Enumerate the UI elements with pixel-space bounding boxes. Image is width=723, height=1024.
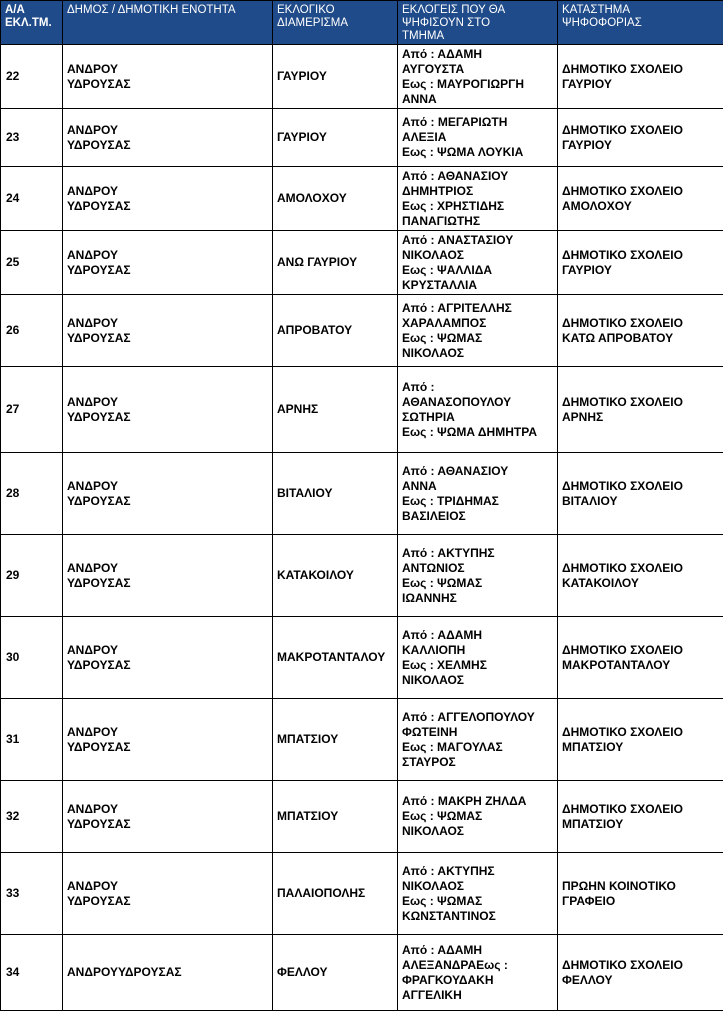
municipality-cell-text: ΑΝΔΡΟΥ ΥΔΡΟΥΣΑΣ (67, 394, 131, 424)
municipality-cell (63, 231, 273, 295)
municipality-cell (63, 109, 273, 167)
municipality-cell-text: ΑΝΔΡΟΥ ΥΔΡΟΥΣΑΣ (67, 183, 131, 213)
row-number (1, 535, 63, 617)
district-cell (273, 367, 398, 453)
district-cell-text: ΑΠΡΟΒΑΤΟΥ (277, 323, 353, 337)
district-cell (273, 853, 398, 935)
polling-station-cell (558, 935, 723, 1011)
row-number (1, 45, 63, 109)
municipality-cell (63, 367, 273, 453)
district-cell (273, 45, 398, 109)
municipality-cell (63, 295, 273, 367)
district-cell (273, 535, 398, 617)
voters-range-cell-text: Από : ΑΘΑΝΑΣΟΠΟΥΛΟΥ ΣΩΤΗΡΙΑ Εως : ΨΩΜΑ ΔΗΜΗΤΡΑ (402, 379, 537, 439)
row-number-text: 25 (6, 255, 20, 269)
polling-station-cell-text: ΔΗΜΟΤΙΚΟ ΣΧΟΛΕΙΟ ΚΑΤΑΚΟΙΛΟΥ (562, 560, 683, 590)
header-dimos: ΔΗΜΟΣ / ΔΗΜΟΤΙΚΗ ΕΝΟΤΗΤΑ (63, 1, 273, 45)
table-row (1, 45, 723, 109)
header-katastima: ΚΑΤΑΣΤΗΜΑ ΨΗΦΟΦΟΡΙΑΣ (558, 1, 723, 45)
polling-station-cell (558, 699, 723, 781)
voters-range-cell-text: Από : ΑΓΓΕΛΟΠΟΥΛΟΥ ΦΩΤΕΙΝΗ Εως : ΜΑΓΟΥΛΑΣ ΣΤΑΥΡΟΣ (402, 709, 535, 769)
row-number-text: 27 (6, 402, 20, 416)
table-row (1, 781, 723, 853)
municipality-cell-text: ΑΝΔΡΟΥ ΥΔΡΟΥΣΑΣ (67, 724, 131, 754)
voters-range-cell (398, 617, 558, 699)
district-cell-text: ΑΝΩ ΓΑΥΡΙΟΥ (277, 255, 358, 269)
district-cell-text: ΠΑΛΑΙΟΠΟΛΗΣ (277, 886, 366, 900)
row-number-text: 30 (6, 650, 20, 664)
table-row (1, 453, 723, 535)
polling-station-cell-text: ΔΗΜΟΤΙΚΟ ΣΧΟΛΕΙΟ ΑΜΟΛΟΧΟΥ (562, 183, 683, 213)
municipality-cell (63, 45, 273, 109)
district-cell-text: ΓΑΥΡΙΟΥ (277, 69, 327, 83)
row-number (1, 935, 63, 1011)
voters-range-cell-text: Από : ΑΓΡΙΤΕΛΛΗΣ ΧΑΡΑΛΑΜΠΟΣ Εως : ΨΩΜΑΣ ΝΙΚΟΛΑΟΣ (402, 300, 512, 360)
voters-range-cell-text: Από : ΑΚΤΥΠΗΣ ΝΙΚΟΛΑΟΣ Εως : ΨΩΜΑΣ ΚΩΝΣΤΑΝΤΙΝΟΣ (402, 863, 496, 923)
row-number (1, 367, 63, 453)
municipality-cell (63, 935, 273, 1011)
row-number (1, 231, 63, 295)
district-cell-text: ΜΠΑΤΣΙΟΥ (277, 732, 339, 746)
header-voters: ΕΚΛΟΓΕΙΣ ΠΟΥ ΘΑ ΨΗΦΙΣΟΥΝ ΣΤΟ ΤΜΗΜΑ (398, 1, 558, 45)
district-cell-text: ΑΡΝΗΣ (277, 402, 319, 416)
voters-range-cell (398, 109, 558, 167)
polling-station-cell-text: ΔΗΜΟΤΙΚΟ ΣΧΟΛΕΙΟ ΓΑΥΡΙΟΥ (562, 247, 683, 277)
polling-station-cell-text: ΔΗΜΟΤΙΚΟ ΣΧΟΛΕΙΟ ΜΑΚΡΟΤΑΝΤΑΛΟΥ (562, 642, 683, 672)
municipality-cell (63, 853, 273, 935)
row-number-text: 28 (6, 486, 20, 500)
row-number-text: 24 (6, 191, 20, 205)
voters-range-cell-text: Από : ΑΘΑΝΑΣΙΟΥ ΑΝΝΑ Εως : ΤΡΙΔΗΜΑΣ ΒΑΣΙΛΕΙΟΣ (402, 463, 509, 523)
municipality-cell (63, 167, 273, 231)
district-cell-text: ΑΜΟΛΟΧΟΥ (277, 191, 347, 205)
voters-range-cell-text: Από : ΜΕΓΑΡΙΩΤΗ ΑΛΕΞΙΑ Εως : ΨΩΜΑ ΛΟΥΚΙΑ (402, 115, 524, 159)
district-cell (273, 935, 398, 1011)
polling-station-cell (558, 231, 723, 295)
polling-station-cell-text: ΔΗΜΟΤΙΚΟ ΣΧΟΛΕΙΟ ΦΕΛΛΟΥ (562, 957, 683, 987)
polling-station-cell (558, 109, 723, 167)
municipality-cell-text: ΑΝΔΡΟΥ ΥΔΡΟΥΣΑΣ (67, 315, 131, 345)
polling-station-cell-text: ΔΗΜΟΤΙΚΟ ΣΧΟΛΕΙΟ ΓΑΥΡΙΟΥ (562, 61, 683, 91)
voters-range-cell (398, 781, 558, 853)
table-row (1, 231, 723, 295)
table-row (1, 109, 723, 167)
table-row (1, 935, 723, 1011)
district-cell-text: ΒΙΤΑΛΙΟΥ (277, 486, 333, 500)
polling-station-cell-text: ΔΗΜΟΤΙΚΟ ΣΧΟΛΕΙΟ ΜΠΑΤΣΙΟΥ (562, 801, 683, 831)
district-cell (273, 109, 398, 167)
row-number (1, 453, 63, 535)
municipality-cell (63, 781, 273, 853)
row-number-text: 26 (6, 323, 20, 337)
municipality-cell-text: ΑΝΔΡΟΥ ΥΔΡΟΥΣΑΣ (67, 801, 131, 831)
table-row (1, 617, 723, 699)
polling-station-cell (558, 167, 723, 231)
municipality-cell (63, 617, 273, 699)
polling-station-cell (558, 45, 723, 109)
row-number (1, 295, 63, 367)
district-cell (273, 781, 398, 853)
district-cell-text: ΚΑΤΑΚΟΙΛΟΥ (277, 568, 354, 582)
voters-range-cell (398, 45, 558, 109)
municipality-cell (63, 535, 273, 617)
voters-range-cell (398, 367, 558, 453)
row-number-text: 22 (6, 69, 20, 83)
voters-range-cell-text: Από : ΜΑΚΡΗ ΖΗΛΔΑ Εως : ΨΩΜΑΣ ΝΙΚΟΛΑΟΣ (402, 794, 527, 838)
row-number-text: 29 (6, 568, 20, 582)
municipality-cell-text: ΑΝΔΡΟΥ ΥΔΡΟΥΣΑΣ (67, 247, 131, 277)
municipality-cell-text: ΑΝΔΡΟΥ ΥΔΡΟΥΣΑΣ (67, 61, 131, 91)
voters-range-cell (398, 453, 558, 535)
voters-range-cell (398, 935, 558, 1011)
district-cell (273, 231, 398, 295)
row-number (1, 167, 63, 231)
district-cell (273, 295, 398, 367)
municipality-cell-text: ΑΝΔΡΟΥΥΔΡΟΥΣΑΣ (67, 965, 182, 979)
polling-station-cell (558, 617, 723, 699)
voters-range-cell-text: Από : ΑΔΑΜΗ ΚΑΛΛΙΟΠΗ Εως : ΧΕΛΜΗΣ ΝΙΚΟΛΑΟΣ (402, 627, 487, 687)
table-row (1, 535, 723, 617)
district-cell (273, 617, 398, 699)
municipality-cell (63, 699, 273, 781)
voters-range-cell (398, 231, 558, 295)
voters-range-cell (398, 699, 558, 781)
table-header-row (1, 1, 723, 45)
district-cell-text: ΦΕΛΛΟΥ (277, 965, 328, 979)
table-row (1, 853, 723, 935)
voters-range-cell (398, 853, 558, 935)
municipality-cell-text: ΑΝΔΡΟΥ ΥΔΡΟΥΣΑΣ (67, 878, 131, 908)
polling-station-cell (558, 453, 723, 535)
voters-range-cell-text: Από : ΑΚΤΥΠΗΣ ΑΝΤΩΝΙΟΣ Εως : ΨΩΜΑΣ ΙΩΑΝΝΗΣ (402, 545, 495, 605)
polling-station-cell (558, 367, 723, 453)
row-number (1, 617, 63, 699)
polling-station-cell-text: ΔΗΜΟΤΙΚΟ ΣΧΟΛΕΙΟ ΒΙΤΑΛΙΟΥ (562, 478, 683, 508)
voters-range-cell (398, 295, 558, 367)
row-number-text: 34 (6, 965, 20, 979)
municipality-cell-text: ΑΝΔΡΟΥ ΥΔΡΟΥΣΑΣ (67, 560, 131, 590)
voters-range-cell (398, 535, 558, 617)
polling-station-cell-text: ΔΗΜΟΤΙΚΟ ΣΧΟΛΕΙΟ ΜΠΑΤΣΙΟΥ (562, 724, 683, 754)
district-cell (273, 453, 398, 535)
row-number (1, 781, 63, 853)
table-row (1, 699, 723, 781)
district-cell (273, 167, 398, 231)
district-cell-text: ΜΑΚΡΟΤΑΝΤΑΛΟΥ (277, 650, 386, 664)
district-cell-text: ΓΑΥΡΙΟΥ (277, 130, 327, 144)
polling-station-cell-text: ΔΗΜΟΤΙΚΟ ΣΧΟΛΕΙΟ ΑΡΝΗΣ (562, 394, 683, 424)
header-diamerisma: ΕΚΛΟΓΙΚΟ ΔΙΑΜΕΡΙΣΜΑ (273, 1, 398, 45)
table-row (1, 295, 723, 367)
table-body (1, 45, 723, 1011)
polling-station-cell-text: ΠΡΩΗΝ ΚΟΙΝΟΤΙΚΟ ΓΡΑΦΕΙΟ (562, 878, 676, 908)
row-number-text: 31 (6, 732, 20, 746)
row-number (1, 109, 63, 167)
municipality-cell-text: ΑΝΔΡΟΥ ΥΔΡΟΥΣΑΣ (67, 478, 131, 508)
voters-range-cell-text: Από : ΑΔΑΜΗ ΑΥΓΟΥΣΤΑ Εως : ΜΑΥΡΟΓΙΩΡΓΗ ΑΝΝΑ (402, 46, 525, 106)
row-number-text: 23 (6, 130, 20, 144)
polling-station-cell (558, 781, 723, 853)
voters-range-cell-text: Από : ΑΔΑΜΗ ΑΛΕΞΑΝΔΡΑΕως : ΦΡΑΓΚΟΥΔΑΚΗ ΑΓΓΕΛΙΚΗ (402, 942, 508, 1002)
district-cell-text: ΜΠΑΤΣΙΟΥ (277, 809, 339, 823)
municipality-cell-text: ΑΝΔΡΟΥ ΥΔΡΟΥΣΑΣ (67, 642, 131, 672)
polling-station-cell (558, 535, 723, 617)
table-row (1, 167, 723, 231)
header-aa: Α/Α ΕΚΛ.ΤΜ. (1, 1, 63, 45)
polling-station-cell (558, 853, 723, 935)
row-number-text: 33 (6, 886, 20, 900)
polling-station-cell-text: ΔΗΜΟΤΙΚΟ ΣΧΟΛΕΙΟ ΓΑΥΡΙΟΥ (562, 122, 683, 152)
voters-range-cell-text: Από : ΑΝΑΣΤΑΣΙΟΥ ΝΙΚΟΛΑΟΣ Εως : ΨΑΛΛΙΔΑ ΚΡΥΣΤΑΛΛΙΑ (402, 232, 514, 292)
row-number-text: 32 (6, 809, 20, 823)
municipality-cell-text: ΑΝΔΡΟΥ ΥΔΡΟΥΣΑΣ (67, 122, 131, 152)
polling-station-cell-text: ΔΗΜΟΤΙΚΟ ΣΧΟΛΕΙΟ ΚΑΤΩ ΑΠΡΟΒΑΤΟΥ (562, 315, 683, 345)
voters-range-cell-text: Από : ΑΘΑΝΑΣΙΟΥ ΔΗΜΗΤΡΙΟΣ Εως : ΧΡΗΣΤΙΔΗΣ ΠΑΝΑΓΙΩΤΗΣ (402, 168, 509, 228)
voters-range-cell (398, 167, 558, 231)
municipality-cell (63, 453, 273, 535)
row-number (1, 699, 63, 781)
row-number (1, 853, 63, 935)
table-row (1, 367, 723, 453)
district-cell (273, 699, 398, 781)
polling-station-cell (558, 295, 723, 367)
